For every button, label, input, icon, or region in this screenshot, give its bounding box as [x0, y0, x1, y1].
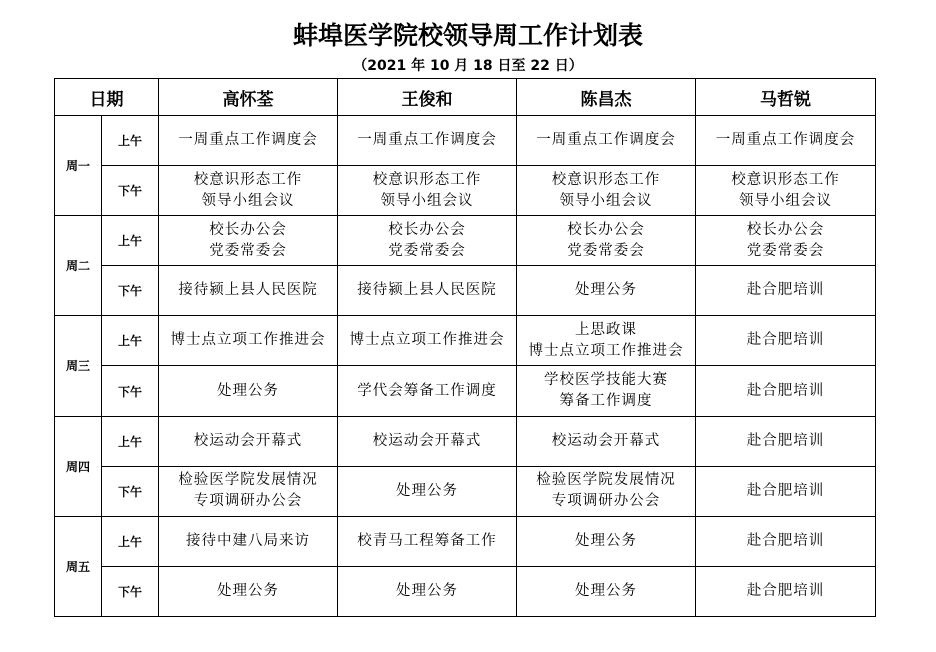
page-title: 蚌埠医学院校领导周工作计划表	[292, 21, 643, 50]
day-label: 周二	[55, 216, 102, 316]
schedule-item-text: 赴合肥培训	[746, 432, 825, 449]
schedule-row	[55, 466, 876, 516]
schedule-cell	[159, 566, 338, 616]
schedule-item-text: 校长办公会	[388, 221, 466, 238]
schedule-cell	[517, 416, 696, 466]
schedule-row	[55, 116, 876, 166]
schedule-cell	[338, 316, 517, 366]
header-row	[55, 79, 876, 116]
schedule-item-text: 校长办公会	[209, 221, 287, 238]
schedule-cell	[338, 466, 517, 516]
schedule-cell	[517, 116, 696, 166]
schedule-item-text: 处理公务	[396, 582, 458, 599]
period-label: 下午	[102, 566, 159, 616]
schedule-cell	[696, 466, 876, 516]
schedule-item-text: 党委常委会	[388, 242, 466, 259]
schedule-cell	[696, 316, 876, 366]
schedule-item-text: 校运动会开幕式	[551, 432, 661, 449]
schedule-item-text: 领导小组会议	[739, 192, 832, 209]
period-label: 下午	[102, 166, 159, 216]
schedule-item-text: 一周重点工作调度会	[178, 132, 318, 149]
date-range-subtitle: （2021 年 10 月 18 日至 22 日）	[353, 58, 583, 74]
schedule-item-text: 一周重点工作调度会	[536, 132, 676, 149]
schedule-cell	[517, 566, 696, 616]
schedule-item-text: 领导小组会议	[201, 192, 295, 209]
schedule-cell	[159, 166, 338, 216]
schedule-item-text: 上思政课	[575, 321, 637, 338]
schedule-cell	[517, 516, 696, 566]
schedule-cell	[696, 266, 876, 316]
schedule-item-text: 处理公务	[575, 582, 637, 599]
schedule-item-text: 校意识形态工作	[551, 171, 661, 188]
day-label: 周一	[55, 116, 102, 216]
schedule-item-text: 领导小组会议	[380, 192, 474, 209]
schedule-item-text: 校意识形态工作	[731, 171, 840, 188]
schedule-row	[55, 316, 876, 366]
day-label: 周四	[55, 416, 102, 516]
schedule-item-text: 检验医学院发展情况	[536, 472, 676, 489]
schedule-cell	[159, 366, 338, 416]
schedule-cell	[696, 416, 876, 466]
schedule-cell	[159, 316, 338, 366]
schedule-item-text: 赴合肥培训	[746, 482, 825, 499]
schedule-cell	[159, 266, 338, 316]
schedule-row	[55, 216, 876, 266]
schedule-item-text: 校长办公会	[567, 221, 645, 238]
period-label: 下午	[102, 366, 159, 416]
schedule-item-text: 校青马工程筹备工作	[357, 532, 497, 549]
schedule-row	[55, 366, 876, 416]
schedule-item-text: 筹备工作调度	[559, 393, 653, 410]
period-label: 上午	[102, 416, 159, 466]
schedule-item-text: 赴合肥培训	[746, 282, 825, 299]
schedule-cell	[696, 116, 876, 166]
schedule-item-text: 学代会筹备工作调度	[357, 382, 497, 399]
schedule-row	[55, 566, 876, 616]
schedule-item-text: 接待颍上县人民医院	[178, 282, 318, 299]
schedule-cell	[696, 216, 876, 266]
schedule-cell	[517, 166, 696, 216]
schedule-cell	[696, 566, 876, 616]
schedule-item-text: 党委常委会	[746, 242, 825, 259]
period-label: 上午	[102, 516, 159, 566]
schedule-item-text: 党委常委会	[567, 242, 645, 259]
leader-header: 马哲锐	[696, 79, 876, 116]
schedule-item-text: 赴合肥培训	[746, 382, 825, 399]
schedule-cell	[696, 366, 876, 416]
period-label: 上午	[102, 216, 159, 266]
schedule-item-text: 一周重点工作调度会	[357, 132, 497, 149]
schedule-cell	[159, 216, 338, 266]
schedule-item-text: 博士点立项工作推进会	[170, 332, 326, 349]
schedule-item-text: 接待中建八局来访	[186, 532, 310, 549]
schedule-cell	[338, 166, 517, 216]
leader-header: 王俊和	[338, 79, 517, 116]
date-header: 日期	[55, 79, 159, 116]
schedule-cell	[338, 566, 517, 616]
schedule-cell	[338, 416, 517, 466]
schedule-cell	[338, 266, 517, 316]
schedule-cell	[517, 366, 696, 416]
period-label: 上午	[102, 116, 159, 166]
schedule-cell	[696, 516, 876, 566]
schedule-item-text: 赴合肥培训	[746, 582, 825, 599]
schedule-cell	[517, 316, 696, 366]
schedule-cell	[159, 516, 338, 566]
period-label: 下午	[102, 466, 159, 516]
period-label: 上午	[102, 316, 159, 366]
day-label: 周三	[55, 316, 102, 416]
schedule-cell	[159, 116, 338, 166]
schedule-cell	[517, 266, 696, 316]
schedule-row	[55, 516, 876, 566]
schedule-item-text: 校意识形态工作	[193, 171, 303, 188]
schedule-cell	[338, 116, 517, 166]
schedule-item-text: 赴合肥培训	[746, 532, 825, 549]
schedule-item-text: 校运动会开幕式	[193, 432, 303, 449]
schedule-item-text: 校长办公会	[746, 221, 825, 238]
schedule-cell	[338, 366, 517, 416]
period-label: 下午	[102, 266, 159, 316]
schedule-item-text: 处理公务	[217, 382, 279, 399]
schedule-table	[54, 78, 876, 617]
leader-header: 陈昌杰	[517, 79, 696, 116]
schedule-item-text: 检验医学院发展情况	[178, 472, 318, 489]
schedule-item-text: 接待颍上县人民医院	[357, 282, 497, 299]
schedule-item-text: 处理公务	[575, 282, 637, 299]
schedule-cell	[159, 416, 338, 466]
schedule-item-text: 党委常委会	[209, 242, 287, 259]
day-label: 周五	[55, 516, 102, 616]
leader-header: 高怀荃	[159, 79, 338, 116]
schedule-item-text: 处理公务	[396, 482, 458, 499]
schedule-item-text: 专项调研办公会	[193, 493, 303, 510]
schedule-item-text: 处理公务	[217, 582, 279, 599]
schedule-item-text: 博士点立项工作推进会	[528, 342, 684, 359]
schedule-item-text: 校意识形态工作	[372, 171, 482, 188]
schedule-cell	[696, 166, 876, 216]
schedule-item-text: 一周重点工作调度会	[715, 132, 856, 149]
schedule-cell	[159, 466, 338, 516]
schedule-item-text: 专项调研办公会	[551, 493, 661, 510]
schedule-body	[55, 116, 876, 617]
schedule-cell	[338, 216, 517, 266]
schedule-row	[55, 166, 876, 216]
schedule-item-text: 校运动会开幕式	[372, 432, 482, 449]
schedule-row	[55, 416, 876, 466]
schedule-item-text: 学校医学技能大赛	[544, 372, 668, 389]
schedule-item-text: 处理公务	[575, 532, 637, 549]
schedule-row	[55, 266, 876, 316]
schedule-cell	[338, 516, 517, 566]
schedule-item-text: 赴合肥培训	[746, 332, 825, 349]
schedule-item-text: 博士点立项工作推进会	[349, 332, 505, 349]
schedule-cell	[517, 216, 696, 266]
schedule-item-text: 领导小组会议	[559, 192, 653, 209]
schedule-cell	[517, 466, 696, 516]
